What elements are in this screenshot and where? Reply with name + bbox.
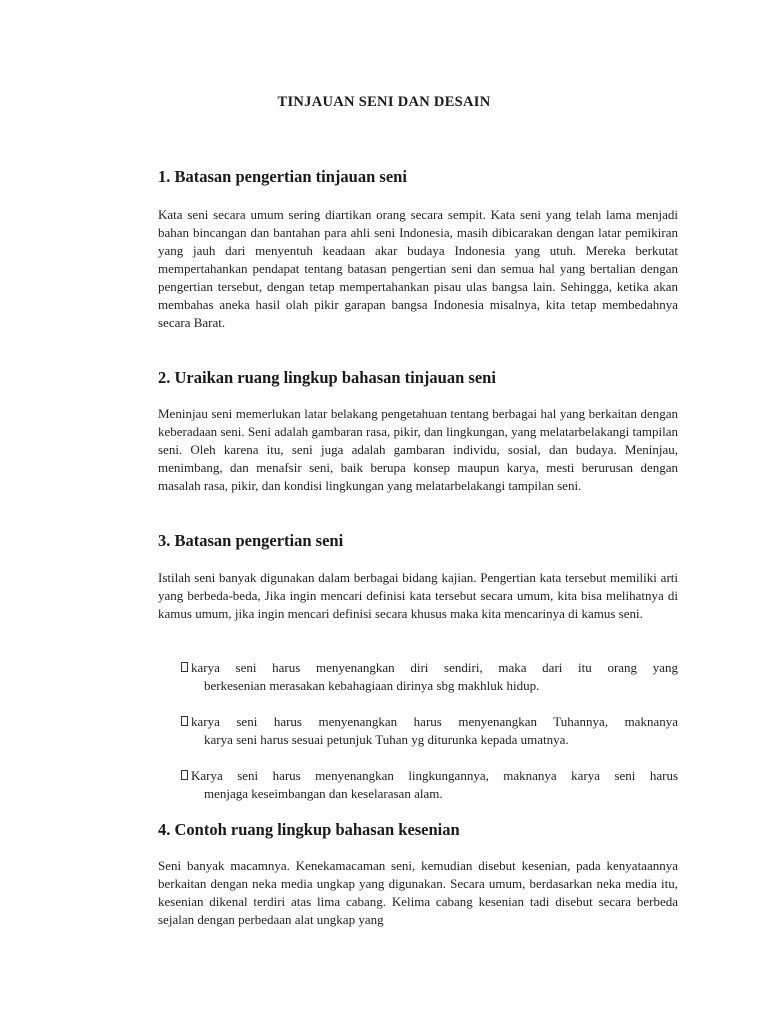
checkbox-bullet-icon <box>181 716 188 726</box>
section-2-heading: 2. Uraikan ruang lingkup bahasan tinjauan seni <box>158 368 496 387</box>
section-1-paragraph: Kata seni secara umum sering diartikan orang secara sempit. Kata seni yang telah lama menjadi bahan bincangan dan bantahan para ahli seni Indonesia, masih dibicarakan dengan latar pemikiran yang jauh dari menyentuh keadaan akar budaya Indonesia yang utuh. Mereka berkutat mempertahankan pendapat tentang batasan pengertian seni dan semua hal yang bertalian dengan pengertian tersebut, dengan tetap mempertahankan pisau ulas bangsa lain. Sehingga, ketika akan membahas aneka hasil olah pikir garapan bangsa Indonesia misalnya, kita tetap membedahnya secara Barat. <box>158 207 678 330</box>
list-item <box>181 713 678 749</box>
section-3-heading: 3. Batasan pengertian seni <box>158 531 344 550</box>
section-1-heading: 1. Batasan pengertian tinjauan seni <box>158 167 407 186</box>
list-item <box>181 659 678 695</box>
section-2-paragraph: Meninjau seni memerlukan latar belakang pengetahuan tentang berbagai hal yang berkaitan dengan keberadaan seni. Seni adalah gambaran rasa, pikir, dan lingkungan, yang melatarbelakangi tampilan seni. Oleh karena itu, seni juga adalah gambaran individu, sosial, dan budaya. Meninjau, menimbang, dan menafsir seni, baik berupa konsep maupun karya, mesti berurusan dengan masalah rasa, pikir, dan kondisi lingkungan yang melatarbelakangi tampilan seni. <box>158 406 678 493</box>
checkbox-bullet-icon <box>181 662 188 672</box>
list-item-text: karya seni harus menyenangkan diri sendiri, maka dari itu orang yang berkesenian merasakan kebahagiaan dirinya sbg makhluk hidup. <box>191 660 678 693</box>
section-4-paragraph: Seni banyak macamnya. Kenekamacaman seni, kemudian disebut kesenian, pada kenyataannya berkaitan dengan neka media ungkap yang digunakan. Secara umum, berdasarkan neka media itu, kesenian dikenal terdiri atas lima cabang. Kelima cabang kesenian tadi disebut secara berbeda sejalan dengan perbedaan alat ungkap yang <box>158 858 678 927</box>
list-item-text: karya seni harus menyenangkan harus menyenangkan Tuhannya, maknanya karya seni harus sesuai petunjuk Tuhan yg diturunka kepada umatnya. <box>191 714 678 747</box>
document-title: TINJAUAN SENI DAN DESAIN <box>277 94 491 110</box>
checkbox-bullet-icon <box>181 770 188 780</box>
list-item-text: Karya seni harus menyenangkan lingkungannya, maknanya karya seni harus menjaga keseimbangan dan keselarasan alam. <box>191 768 678 801</box>
section-4-heading: 4. Contoh ruang lingkup bahasan kesenian <box>158 820 460 839</box>
section-3-paragraph: Istilah seni banyak digunakan dalam berbagai bidang kajian. Pengertian kata tersebut memiliki arti yang berbeda-beda, Jika ingin mencari definisi kata tersebut secara umum, kita bisa melihatnya di kamus umum, jika ingin mencari definisi secara khusus maka kita mencarinya di kamus seni. <box>158 570 678 621</box>
list-item <box>181 767 678 803</box>
